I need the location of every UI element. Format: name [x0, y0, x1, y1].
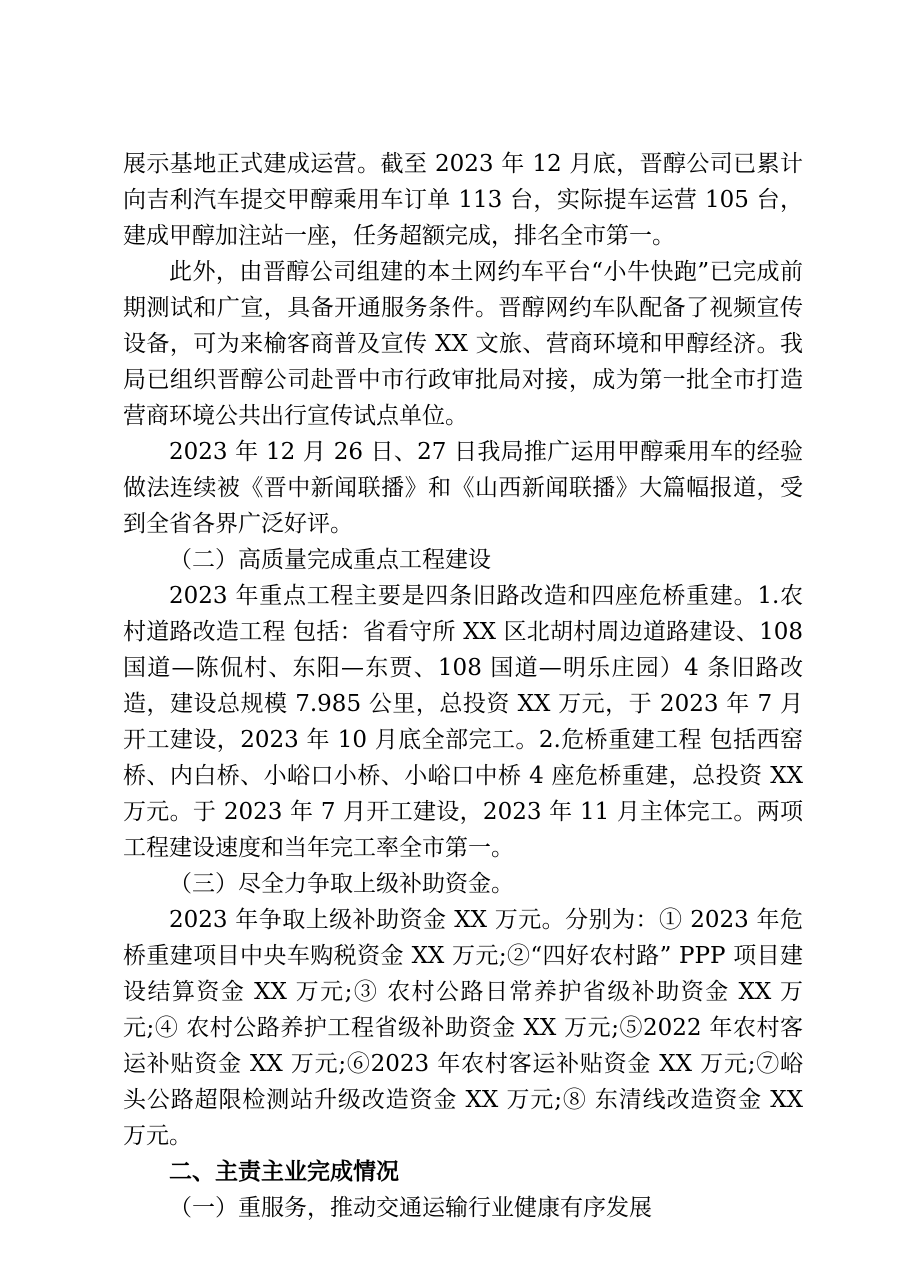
- subsection-heading: （一）重服务，推动交通运输行业健康有序发展: [169, 1195, 652, 1221]
- document-body: [123, 146, 803, 1226]
- subsection-heading: （三）尽全力争取上级补助资金。: [169, 871, 514, 897]
- body-paragraph: 2023 年重点工程主要是四条旧路改造和四座危桥重建。1.农村道路改造工程 包括：省看守所 XX 区北胡村周边道路建设、108 国道—陈侃村、东阳—东贾、108 国道—明乐庄园）4 条旧路改造，建设总规模 7.985 公里，总投资 XX 万元，于 2023 年 7 月开工建设，2023 年 10 月底全部完工。2.危桥重建工程 包括西窑桥、内白桥、小峪口小桥、小峪口中桥 4 座危桥重建，总投资 XX 万元。于 2023 年 7 月开工建设，2023 年 11 月主体完工。两项工程建设速度和当年完工率全市第一。: [123, 583, 803, 861]
- body-paragraph: 展示基地正式建成运营。截至 2023 年 12 月底，晋醇公司已累计向吉利汽车提交甲醇乘用车订单 113 台，实际提车运营 105 台，建成甲醇加注站一座，任务超额完成，排名全市第一。: [123, 151, 803, 249]
- body-paragraph: 2023 年 12 月 26 日、27 日我局推广运用甲醇乘用车的经验做法连续被《晋中新闻联播》和《山西新闻联播》大篇幅报道，受到全省各界广泛好评。: [123, 439, 803, 537]
- body-paragraph: 2023 年争取上级补助资金 XX 万元。分别为：① 2023 年危桥重建项目中央车购税资金 XX 万元;②“四好农村路” PPP 项目建设结算资金 XX 万元;③ 农村公路日常养护省级补助资金 XX 万元;④ 农村公路养护工程省级补助资金 XX 万元;⑤2022 年农村客运补贴资金 XX 万元;⑥2023 年农村客运补贴资金 XX 万元;⑦峪头公路超限检测站升级改造资金 XX 万元;⑧ 东清线改造资金 XX 万元。: [123, 907, 803, 1149]
- body-paragraph: 此外，由晋醇公司组建的本土网约车平台“小牛快跑”已完成前期测试和广宣，具备开通服务条件。晋醇网约车队配备了视频宣传设备，可为来榆客商普及宣传 XX 文旅、营商环境和甲醇经济。我局已组织晋醇公司赴晋中市行政审批局对接，成为第一批全市打造营商环境公共出行宣传试点单位。: [123, 259, 803, 429]
- subsection-heading: （二）高质量完成重点工程建设: [169, 547, 491, 573]
- section-heading: 二、主责主业完成情况: [169, 1159, 399, 1185]
